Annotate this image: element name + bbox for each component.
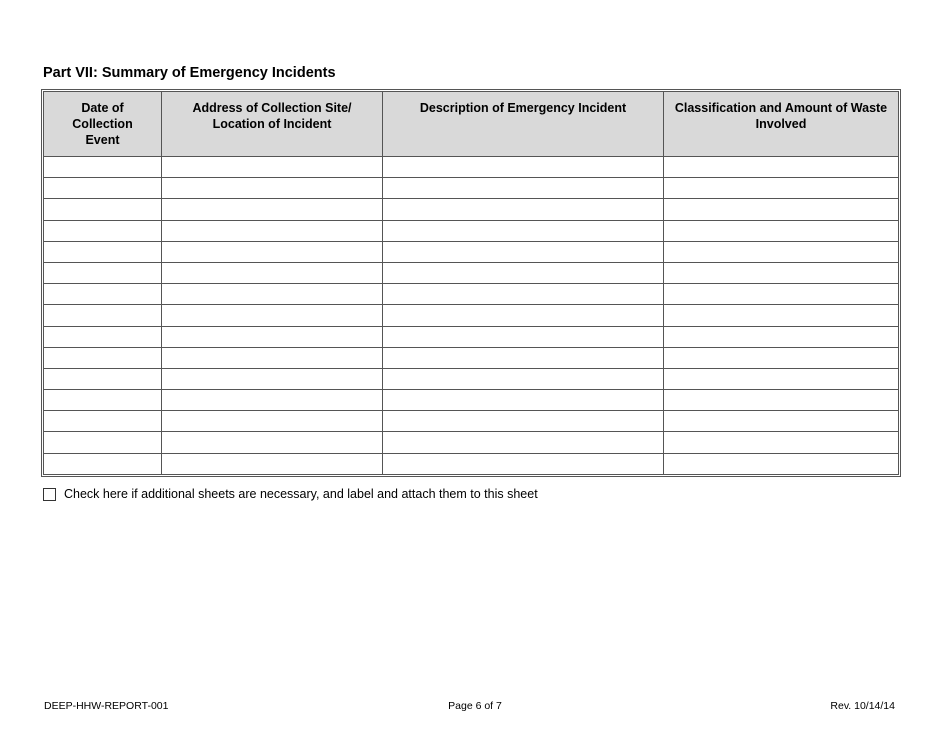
table-cell[interactable] bbox=[44, 326, 162, 347]
table-cell[interactable] bbox=[383, 284, 664, 305]
table-cell[interactable] bbox=[44, 157, 162, 178]
table-cell[interactable] bbox=[162, 241, 383, 262]
table-cell[interactable] bbox=[664, 390, 899, 411]
table-row bbox=[44, 411, 899, 432]
table-row bbox=[44, 347, 899, 368]
table-row bbox=[44, 432, 899, 453]
header-classification-text: Classification and Amount of Waste Involved bbox=[674, 101, 888, 131]
table-row bbox=[44, 368, 899, 389]
table-cell[interactable] bbox=[664, 262, 899, 283]
table-cell[interactable] bbox=[664, 453, 899, 474]
table-cell[interactable] bbox=[383, 432, 664, 453]
table-cell[interactable] bbox=[664, 411, 899, 432]
additional-sheets-checkbox[interactable] bbox=[43, 488, 56, 501]
table-cell[interactable] bbox=[162, 347, 383, 368]
table-cell[interactable] bbox=[664, 178, 899, 199]
table-cell[interactable] bbox=[664, 326, 899, 347]
table-cell[interactable] bbox=[44, 220, 162, 241]
page-title: Part VII: Summary of Emergency Incidents bbox=[43, 65, 336, 81]
table-cell[interactable] bbox=[162, 199, 383, 220]
table-cell[interactable] bbox=[44, 368, 162, 389]
table-cell[interactable] bbox=[44, 411, 162, 432]
table-cell[interactable] bbox=[44, 432, 162, 453]
table-cell[interactable] bbox=[383, 241, 664, 262]
table-cell[interactable] bbox=[664, 284, 899, 305]
page-number: Page 6 of 7 bbox=[448, 700, 502, 712]
table-body bbox=[44, 157, 899, 475]
table-row bbox=[44, 453, 899, 474]
header-classification bbox=[664, 92, 899, 157]
incidents-table bbox=[43, 91, 899, 475]
table-cell[interactable] bbox=[383, 199, 664, 220]
table-row bbox=[44, 390, 899, 411]
table-row bbox=[44, 157, 899, 178]
table-cell[interactable] bbox=[162, 220, 383, 241]
table-cell[interactable] bbox=[383, 178, 664, 199]
table-cell[interactable] bbox=[383, 326, 664, 347]
table-cell[interactable] bbox=[383, 220, 664, 241]
table-cell[interactable] bbox=[44, 241, 162, 262]
header-address-text: Address of Collection Site/ Location of Incident bbox=[192, 101, 352, 131]
table-row bbox=[44, 262, 899, 283]
table-cell[interactable] bbox=[664, 199, 899, 220]
table-row bbox=[44, 220, 899, 241]
header-date bbox=[44, 92, 162, 157]
table-cell[interactable] bbox=[44, 390, 162, 411]
header-date-text: Date of Collection Event bbox=[72, 101, 133, 147]
header-address bbox=[162, 92, 383, 157]
table-row bbox=[44, 284, 899, 305]
table-cell[interactable] bbox=[383, 262, 664, 283]
table-cell[interactable] bbox=[162, 178, 383, 199]
table-cell[interactable] bbox=[383, 411, 664, 432]
table-cell[interactable] bbox=[44, 453, 162, 474]
header-description bbox=[383, 92, 664, 157]
table-cell[interactable] bbox=[162, 368, 383, 389]
table-cell[interactable] bbox=[44, 347, 162, 368]
table-cell[interactable] bbox=[664, 347, 899, 368]
table-row bbox=[44, 305, 899, 326]
table-cell[interactable] bbox=[383, 305, 664, 326]
table-cell[interactable] bbox=[162, 284, 383, 305]
table-cell[interactable] bbox=[44, 284, 162, 305]
table-cell[interactable] bbox=[162, 411, 383, 432]
additional-sheets-row bbox=[43, 487, 538, 501]
table-cell[interactable] bbox=[162, 326, 383, 347]
table-cell[interactable] bbox=[383, 390, 664, 411]
table-header-row bbox=[44, 92, 899, 157]
table-row bbox=[44, 326, 899, 347]
table-cell[interactable] bbox=[162, 390, 383, 411]
table-cell[interactable] bbox=[664, 241, 899, 262]
table-cell[interactable] bbox=[383, 157, 664, 178]
additional-sheets-label: Check here if additional sheets are necessary, and label and attach them to this sheet bbox=[64, 487, 538, 501]
header-description-text: Description of Emergency Incident bbox=[419, 101, 627, 115]
table-cell[interactable] bbox=[664, 157, 899, 178]
table-cell[interactable] bbox=[664, 432, 899, 453]
table-cell[interactable] bbox=[664, 220, 899, 241]
table-row bbox=[44, 199, 899, 220]
table-cell[interactable] bbox=[664, 305, 899, 326]
table-cell[interactable] bbox=[162, 453, 383, 474]
table-cell[interactable] bbox=[162, 262, 383, 283]
table-cell[interactable] bbox=[44, 199, 162, 220]
table-cell[interactable] bbox=[162, 157, 383, 178]
table-cell[interactable] bbox=[44, 178, 162, 199]
table-cell[interactable] bbox=[383, 453, 664, 474]
table-row bbox=[44, 178, 899, 199]
table-cell[interactable] bbox=[44, 305, 162, 326]
table-row bbox=[44, 241, 899, 262]
table-cell[interactable] bbox=[664, 368, 899, 389]
table-cell[interactable] bbox=[383, 347, 664, 368]
form-id: DEEP-HHW-REPORT-001 bbox=[44, 700, 169, 712]
revision-date: Rev. 10/14/14 bbox=[830, 700, 895, 712]
table-cell[interactable] bbox=[383, 368, 664, 389]
table-cell[interactable] bbox=[162, 305, 383, 326]
table-cell[interactable] bbox=[44, 262, 162, 283]
table-cell[interactable] bbox=[162, 432, 383, 453]
incidents-table-frame bbox=[41, 89, 901, 477]
